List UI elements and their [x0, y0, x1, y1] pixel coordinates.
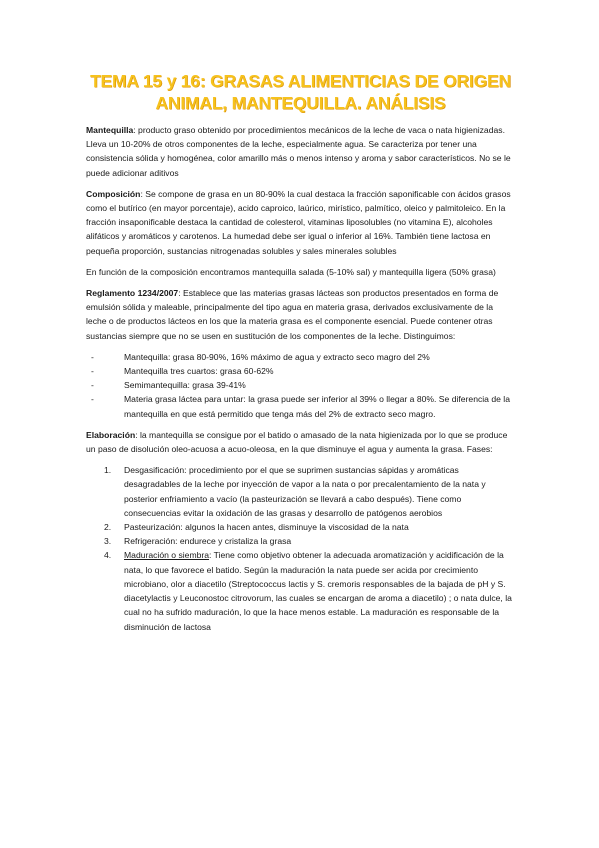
document-title [86, 70, 515, 114]
paragraph-text: : producto graso obtenido por procedimientos mecánicos de la leche de vaca o nata higienizadas. Lleva un 10-20% de otros componentes de la leche, especialmente agua. Se caracteriza por tener una consistencia sólida y homogénea, color amarillo más o menos intenso y aroma y sabor característicos. No se le puede adicionar aditivos [86, 125, 511, 178]
list-item: - Mantequilla tres cuartos: grasa 60-62% [86, 364, 515, 378]
term-elaboracion: Elaboración [86, 429, 136, 440]
list-item [86, 520, 515, 534]
phases-list [86, 463, 515, 633]
list-item: - Materia grasa láctea para untar: la grasa puede ser inferior al 39% o llegar a 80%. Se diferencia de la mantequilla en que está permitido que tenga más del 2% de extracto seco magro. [86, 392, 515, 420]
paragraph-tipos: En función de la composición encontramos mantequilla salada (5-10% sal) y mantequilla ligera (50% grasa) [86, 266, 496, 277]
list-text: Pasteurización: algunos la hacen antes, disminuye la viscosidad de la nata [124, 522, 409, 533]
title-line-2: ANIMAL, MANTEQUILLA. ANÁLISIS [155, 93, 446, 113]
list-item [86, 534, 515, 548]
paragraph-elaboracion [86, 428, 515, 456]
term-composicion: Composición [86, 188, 141, 199]
list-text: Desgasificación: procedimiento por el que se suprimen sustancias sápidas y aromáticas desagradables de la leche por inyección de vapor a la nata o por precalentamiento de la nata y posterior enfriamiento a vacío (la pasteurización se llevará a cabo después). Tiene como consecuencias evitar la oxidación de las grasas y desarrollo de patógenos aerobios [124, 465, 486, 518]
paragraph-composicion [86, 187, 515, 258]
list-number: 2. [104, 522, 112, 533]
term-maduracion: Maduración o siembra [124, 550, 210, 561]
paragraph-mantequilla [86, 123, 515, 180]
paragraph-text: : Establece que las materias grasas lácteas son productos presentados en forma de emulsión sólida y maleable, principalmente del tipo agua en materia grasa, derivados exclusivamente de la leche o de productos lácteos en los que la materia grasa es el componente esencial. Puede contener otras sustancias siempre que no se usen en sustitución de los componentes de la leche. Distinguimos: [86, 288, 499, 341]
list-item: - Semimantequilla: grasa 39-41% [86, 378, 515, 392]
list-text: Refrigeración: endurece y cristaliza la grasa [124, 536, 292, 547]
list-item: - Mantequilla: grasa 80-90%, 16% máximo de agua y extracto seco magro del 2% [86, 350, 515, 364]
term-reglamento: Reglamento 1234/2007 [86, 288, 179, 299]
list-item [86, 463, 515, 520]
paragraph-reglamento [86, 286, 515, 343]
list-number: 4. [104, 550, 112, 561]
list-number: 1. [104, 465, 112, 476]
paragraph-text: : la mantequilla se consigue por el batido o amasado de la nata higienizada por lo que se produce un paso de disolución oleo-acuosa a acuo-oleosa, en la que disminuye el agua y aumenta la grasa. Fases: [86, 429, 508, 455]
list-text: : Tiene como objetivo obtener la adecuada aromatización y acidificación de la nata, lo que favorece el batido. Según la maduración la nata puede ser acida por crecimiento microbiano, olor a diacetilo (Streptococcus lactis y S. cremoris responsables de la bajada de pH y S. diacetylactis y Leuconostoc citrovorum, las cuales se encargan de aroma a diacetilo) ; o nata dulce, la cual no ha sufrido maduración, lo que la hace menos estable. La maduración es responsable de la disminución de lactosa [124, 550, 512, 632]
paragraph-text: : Se compone de grasa en un 80-90% la cual destaca la fracción saponificable con ácidos grasos como el butírico (en mayor porcentaje), acido caproico, laúrico, mirístico, palmítico, oleico y palmitoleico. En la fracción insaponificable destaca la cantidad de colesterol, vitaminas liposolubles (no vitamina E), alcoholes alifáticos y aromáticos y carotenos. La humedad debe ser igual o inferior al 16%. También tiene lactosa en pequeña proporción, sustancias nitrogenadas solubles y sales minerales solubles [86, 188, 511, 256]
term-mantequilla: Mantequilla [86, 125, 134, 135]
list-item [86, 548, 515, 633]
title-line-1: TEMA 15 y 16: GRASAS ALIMENTICIAS DE ORIGEN [90, 71, 511, 91]
types-list [86, 350, 515, 421]
list-number: 3. [104, 536, 112, 547]
